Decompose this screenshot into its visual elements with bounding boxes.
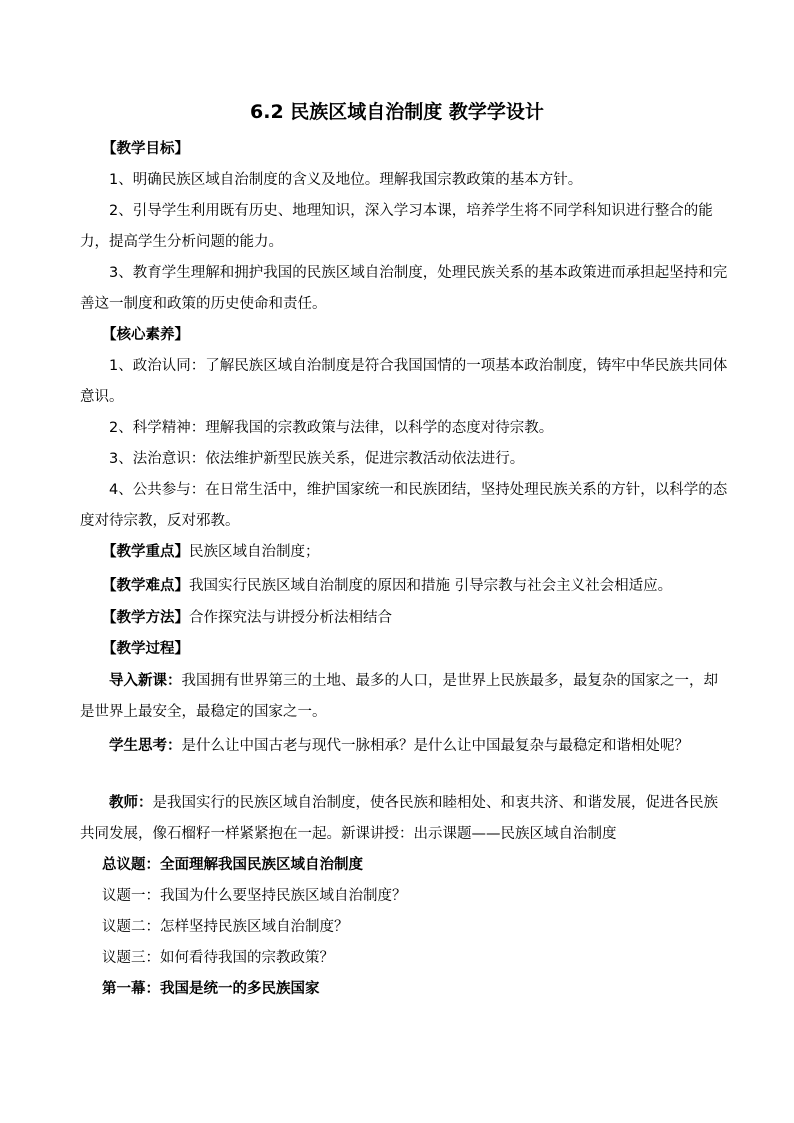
student-text: 是什么让中国古老与现代一脉相承？是什么让中国最复杂与最稳定和谐相处呢？ bbox=[181, 738, 689, 754]
teaching-goal-2: 2、引导学生利用既有历史、地理知识，深入学习本课，培养学生将不同学科知识进行整合的能力，提高学生分析问题的能力。 bbox=[80, 203, 713, 250]
topic-1: 议题一：我国为什么要坚持民族区域自治制度？ bbox=[102, 888, 407, 904]
methods-text: 合作探究法与讲授分析法相结合 bbox=[189, 610, 392, 626]
difficulties-heading: 【教学难点】 bbox=[102, 578, 189, 594]
core-literacy-1: 1、政治认同：了解民族区域自治制度是符合我国国情的一项基本政治制度，铸牢中华民族共同体意识。 bbox=[80, 358, 728, 405]
teacher-response bbox=[80, 788, 730, 850]
core-literacy-4: 4、公共参与：在日常生活中，维护国家统一和民族团结，坚持处理民族关系的方针，以科学的态度对待宗教，反对邪教。 bbox=[80, 482, 728, 529]
process-heading: 【教学过程】 bbox=[102, 641, 189, 657]
key-points-heading: 【教学重点】 bbox=[102, 544, 189, 560]
difficulties-text: 我国实行民族区域自治制度的原因和措施 引导宗教与社会主义社会相适应。 bbox=[189, 578, 673, 594]
student-label: 学生思考： bbox=[109, 738, 182, 754]
teaching-goal-1: 1、明确民族区域自治制度的含义及地位。理解我国宗教政策的基本方针。 bbox=[109, 172, 583, 188]
teaching-goals-heading: 【教学目标】 bbox=[102, 141, 189, 157]
key-points-text: 民族区域自治制度； bbox=[189, 544, 320, 560]
intro-text: 我国拥有世界第三的土地、最多的人口，是世界上民族最多，最复杂的国家之一，却是世界上最安全，最稳定的国家之一。 bbox=[80, 673, 718, 720]
student-thinking bbox=[80, 731, 730, 762]
act-title: 第一幕：我国是统一的多民族国家 bbox=[102, 981, 320, 997]
page-title: 6.2 民族区域自治制度 教学学设计 bbox=[250, 101, 544, 123]
teacher-label: 教师： bbox=[109, 795, 153, 811]
teacher-text: 是我国实行的民族区域自治制度，使各民族和睦相处、和衷共济、和谐发展，促进各民族共同发展，像石榴籽一样紧紧抱在一起。新课讲授：出示课题——民族区域自治制度 bbox=[80, 795, 718, 842]
core-literacy-heading: 【核心素养】 bbox=[102, 327, 189, 343]
core-literacy-3: 3、法治意识：依法维护新型民族关系，促进宗教活动依法进行。 bbox=[109, 451, 525, 467]
intro-label: 导入新课： bbox=[109, 673, 182, 689]
difficulties bbox=[80, 571, 730, 602]
key-points bbox=[80, 537, 730, 568]
topic-2: 议题二：怎样坚持民族区域自治制度？ bbox=[102, 919, 349, 935]
core-literacy-2: 2、科学精神：理解我国的宗教政策与法律，以科学的态度对待宗教。 bbox=[109, 420, 554, 436]
methods bbox=[80, 603, 730, 634]
methods-heading: 【教学方法】 bbox=[102, 610, 189, 626]
process-intro bbox=[80, 666, 730, 728]
teaching-goal-3: 3、教育学生理解和拥护我国的民族区域自治制度，处理民族关系的基本政策进而承担起坚持和完善这一制度和政策的历史使命和责任。 bbox=[80, 265, 728, 312]
overall-topic: 总议题：全面理解我国民族区域自治制度 bbox=[102, 857, 363, 873]
topic-3: 议题三：如何看待我国的宗教政策？ bbox=[102, 950, 334, 966]
